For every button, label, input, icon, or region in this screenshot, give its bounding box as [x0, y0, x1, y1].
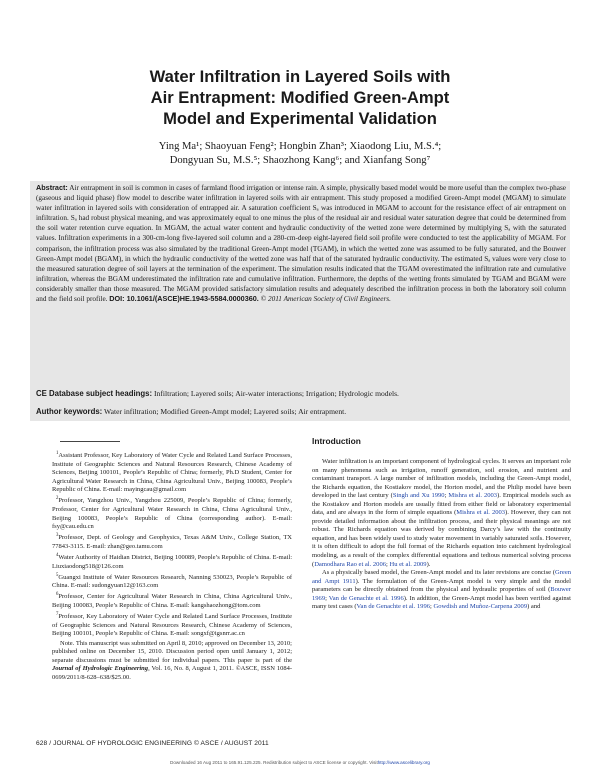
citation-link[interactable]: Green and Ampt 1911 [312, 569, 571, 585]
footnote: $^1$Assistant Professor, Key Laboratory of Water Cycle and Related Land Surface Processes, Institute of Geographic Sciences and Natural Resources Research, Chinese Academy of Sciences, Beijing 100101, People’s Republic of China; formerly, Ph.D Student, Center for Agricultural Water Research in China, China Agricultural Univ., Beijing 100083, People’s Republic of China. E-mail: mayingcau@gmail.com [52, 451, 292, 494]
footnote: $^2$Professor, Yangzhou Univ., Yangzhou 225009, People’s Republic of China; formerly, Professor, Center for Agricultural Water Research in China, China Agricultural Univ., Beijing 100083, People’s Republic of China (corresponding author). E-mail: fsy@cau.edu.cn [52, 496, 292, 531]
author-keywords [36, 407, 566, 417]
abstract [36, 183, 566, 304]
citation-link[interactable]: Hu et al. 2009 [389, 560, 427, 568]
paragraph: Water infiltration is an important component of hydrological cycles. It serves an important role on many phenomena such as irrigation, runoff generation, soil erosion, and nutrient and contaminant transport. A large number of infiltration models, including the Green-Ampt model, the Richards equation, the Kostiakov model, the Horton model, and the Philip model have been developed in the last century (Singh and Xu 1990; Mishra et al. 2003). Empirical models such as the Kostiakov and Horton models are usually fitted from either field or laboratory experimental data, and are always in the form of simple equations (Mishra et al. 2003). However, they can not provide detailed information about the infiltration process, and their physical meanings are not robust. The Richards equation was derived by combining Darcy’s law with the continuity equation, and has been widely used to study water movement in variably saturated soils. However, it is often difficult to adopt the full format of the Richards equation into catchment hydrological modeling, as a result of the complex differential equations and tedious numerical solving process (Damodhara Rao et al. 2006; Hu et al. 2009). [312, 458, 571, 568]
footnote-divider [60, 441, 120, 442]
title-line: Model and Experimental Validation [163, 109, 437, 128]
abstract-text: Air entrapment in soil is common in cases of farmland flood irrigation or intense rain. A simple, physically based model would be more useful than the complex two-phase (gaseous and liquid phase) flow model to describe water infiltration in layered soils with air entrapment. This study proposed a modified Green-Ampt model (MGAM) to simulate water infiltration in layered soils with consideration of entrapped air. A saturation coefficient Sₐ was introduced in MGAM to account for the resistance effect of air entrapment on infiltration. Sₐ had robust physical meaning, and was approximately equal to one minus the plus of the residual air and residual water saturation degree that could be determined from the soil water retention curve equation. In MGAM, the actual water content and hydraulic conductivity of the wetted zone were determined by multiplying Sₐ with the saturated values. Infiltration experiments in a 300-cm-long five-layered soil column and a 280-cm-deep eight-layered field soil profile were conducted to test the applicability of MGAM. For comparison, the infiltration process was also simulated by the traditional Green-Ampt model (TGAM), in which the wetted zone was assumed to be fully saturated, and the Bouwer Green-Ampt model (BGAM), in which the hydraulic conductivity of the wetted zone was half that of the saturated hydraulic conductivity. The estimated Sₐ values were very close to the measured saturation degree of soil layers at the termination of the experiment. The simulation results indicated that the TGAM overestimated the infiltration rate and cumulative infiltration, whereas the BGAM underestimated the infiltration rate and cumulative infiltration. Furthermore, the depths of the wetting fronts simulated by TGAM and BGAM were considerably smaller than those measured. The MGAM provided satisfactory simulation results and adequately described the infiltration process in both the laboratory soil column and the field soil profile. [36, 184, 566, 304]
doi[interactable]: DOI: 10.1061/(ASCE)HE.1943-5584.0000360. [109, 294, 259, 304]
page-footer: 628 / JOURNAL OF HYDROLOGIC ENGINEERING © ASCE / AUGUST 2011 [36, 740, 269, 747]
author-line: Ying Ma¹; Shaoyuan Feng²; Hongbin Zhan³; Xiaodong Liu, M.S.⁴; [158, 141, 442, 152]
citation-link[interactable]: Mishra et al. 2003 [448, 492, 498, 500]
citation-link[interactable]: Mishra et al. 2003 [456, 509, 506, 517]
paragraph: As a physically based model, the Green-Ampt model and its later revisions are concise (Green and Ampt 1911). The formulation of the Green-Ampt model is very simple and the model parameters can be directly obtained from the physical and hydraulic properties of soil (Bouwer 1969; Van de Genachte et al. 1996). In addition, the Green-Ampt model has been verified against many test cases (Van de Genachte et al. 1996; Gowdish and Muñoz-Carpena 2009) and [312, 569, 571, 611]
footnotes [52, 450, 292, 683]
subject-headings-text: Infiltration; Layered soils; Air-water interactions; Irrigation; Hydrologic models. [154, 389, 399, 398]
subject-headings-label: CE Database subject headings: [36, 389, 153, 398]
footnote: $^6$Professor, Center for Agricultural Water Research in China, China Agricultural Univ., Beijing 100083, People’s Republic of China. E-mail: kangshaozhong@tom.com [52, 592, 292, 610]
citation-link[interactable]: Bouwer 1969 [312, 586, 571, 602]
library-link[interactable]: http://www.ascelibrary.org [377, 760, 430, 765]
citation-link[interactable]: Van de Genachte et al. 1996 [328, 594, 404, 602]
author-line: Dongyuan Su, M.S.⁵; Shaozhong Kang⁶; and Xianfang Song⁷ [169, 154, 431, 166]
abstract-label: Abstract: [36, 183, 68, 192]
citation-link[interactable]: Gowdish and Muñoz-Carpena 2009 [433, 603, 528, 611]
article-title [60, 66, 540, 129]
footnote: $^3$Professor, Dept. of Geology and Geophysics, Texas A&M Univ., College Station, TX 77843-3115. E-mail: zhan@geo.tamu.com [52, 533, 292, 550]
journal-name: Journal of Hydrologic Engineering [52, 665, 149, 673]
citation-link[interactable]: Van de Genachte et al. 1996 [356, 603, 430, 611]
download-notice: Downloaded 16 Aug 2011 to 165.91.125.225. Redistribution subject to ASCE license or copyright. Visithttp://www.ascelibrary.org [170, 760, 430, 765]
manuscript-note: Note. This manuscript was submitted on April 8, 2010; approved on December 13, 2010; published online on December 15, 2010. Discussion period open until January 1, 2012; separate discussions must be submitted for individual papers. This paper is part of the Journal of Hydrologic Engineering, Vol. 16, No. 8, August 1, 2011. ©ASCE, ISSN 1084-0699/2011/8-628–638/$25.00. [52, 639, 292, 681]
author-keywords-label: Author keywords: [36, 407, 103, 416]
introduction-text [312, 458, 571, 612]
footnote: $^7$Professor, Key Laboratory of Water Cycle and Related Land Surface Processes, Institute of Geographic Sciences and Natural Resources Research, Chinese Academy of Sciences, Beijing 100101, People’s Republic of China. E-mail: songxf@igsnrr.ac.cn [52, 612, 292, 638]
author-keywords-text: Water infiltration; Modified Green-Ampt model; Layered soils; Air entrapment. [104, 407, 347, 416]
title-line: Water Infiltration in Layered Soils with [149, 67, 451, 86]
author-list [60, 140, 540, 167]
subject-headings [36, 389, 566, 399]
citation-link[interactable]: Damodhara Rao et al. 2006 [314, 560, 386, 568]
section-heading: Introduction [312, 436, 361, 446]
footnote: $^4$Water Authority of Haidian District, Beijing 100089, People’s Republic of China. E-mail: Liuxiaodong518@126.com [52, 552, 292, 570]
citation-link[interactable]: Singh and Xu 1990 [392, 492, 445, 500]
title-line: Air Entrapment: Modified Green-Ampt [150, 88, 450, 107]
footnote: $^5$Guangxi Institute of Water Resources Research, Nanning 530023, People’s Republic of China. E-mail: sudongyuan12@163.com [52, 572, 292, 590]
copyright: © 2011 American Society of Civil Engineers. [260, 295, 391, 304]
